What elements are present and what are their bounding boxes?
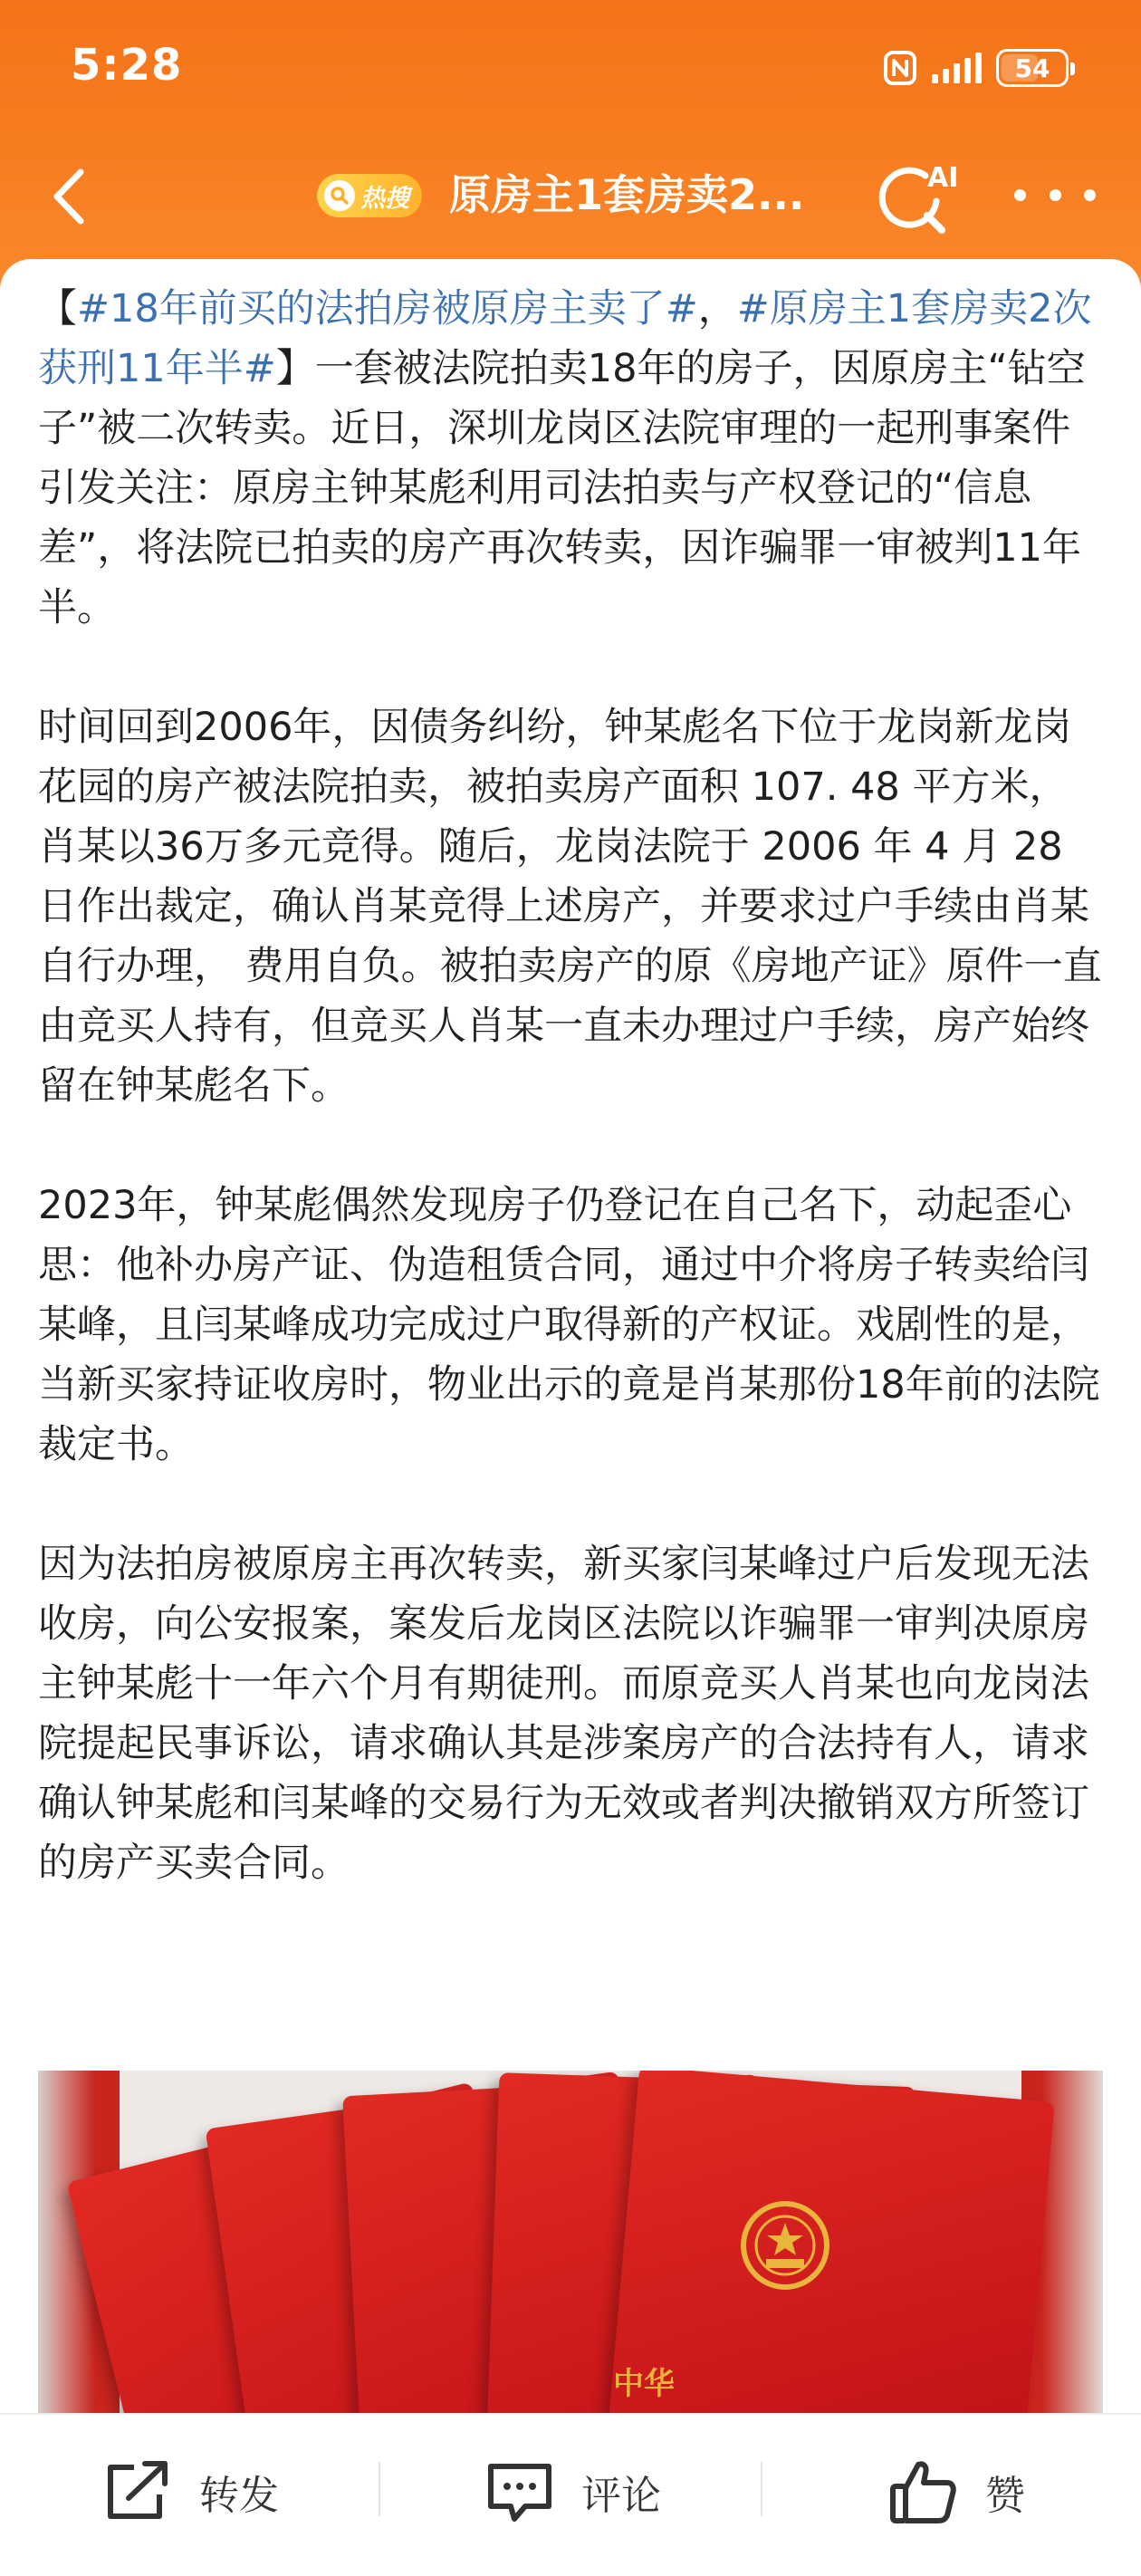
article-paragraph: 2023年，钟某彪偶然发现房子仍登记在自己名下，动起歪心思：他补办房产证、伪造租赁合同，通过中介将房子转卖给闫某峰，且闫某峰成功完成过户取得新的产权证。戏剧性的是，当新买家持证收房时，物业出示的竟是肖某那份18年前的法院裁定书。 [38,1183,1100,1467]
thumbs-up-icon [887,2457,960,2526]
hot-search-badge[interactable] [317,174,422,217]
nav-bar [0,136,1141,254]
comment-label: 评论 [581,2473,661,2519]
hot-badge-label: 热搜 [360,184,409,213]
hashtag-link[interactable]: #原房主1套房卖2次获刑11年半# [38,286,1092,391]
page-title: 原房主1套房卖2... [449,170,805,219]
divider [379,2462,380,2516]
nfc-icon [883,50,917,86]
status-bar [0,0,1141,136]
battery-icon [996,49,1069,87]
divider [761,2462,762,2516]
back-button[interactable] [36,165,100,228]
back-arrow-icon [50,168,86,225]
svg-text:AI: AI [927,162,959,194]
more-dot-icon [1084,189,1096,201]
search-icon [324,180,355,211]
ai-search-button[interactable] [871,156,962,237]
national-emblem-icon [735,2196,835,2295]
repost-button[interactable] [101,2451,279,2533]
article-paragraph: 【#18年前买的法拍房被原房主卖了#，#原房主1套房卖2次获刑11年半#】一套被法院拍卖18年的房子，因原房主“钻空子”被二次转卖。近日，深圳龙岗区法院审理的一起刑事案件引发关注：原房主钟某彪利用司法拍卖与产权登记的“信息差”，将法院已拍卖的房产再次转卖，因诈骗罪一审被判11年半。 [38,286,1092,630]
certificate-cover-text: 中华 [613,2366,675,2402]
paragraph-text: 一套被法院拍卖18年的房子，因原房主“钻空子”被二次转卖。近日，深圳龙岗区法院审理的一起刑事案件引发关注：原房主钟某彪利用司法拍卖与产权登记的“信息差”，将法院已拍卖的房产再次转卖，因诈骗罪一审被判11年半。 [38,346,1086,630]
status-time: 5:28 [71,40,183,91]
signal-icon [932,53,982,83]
more-dot-icon [1050,189,1061,201]
status-icons [883,47,1069,89]
like-label: 赞 [985,2473,1025,2519]
comment-icon [484,2459,556,2524]
bottom-action-bar [0,2413,1141,2576]
hashtag-link[interactable]: #18年前买的法拍房被原房主卖了# [77,286,698,332]
article-image[interactable] [38,2071,1103,2413]
article-body [38,279,1107,1893]
comment-button[interactable] [484,2451,661,2533]
repost-label: 转发 [199,2473,279,2519]
more-dot-icon [1014,189,1026,201]
like-button[interactable] [887,2451,1025,2533]
article-card [0,259,1141,2413]
battery-level: 54 [1014,53,1050,83]
ai-search-icon [871,156,962,237]
more-options-button[interactable] [1014,172,1096,217]
share-icon [101,2460,174,2523]
article-paragraph: 因为法拍房被原房主再次转卖，新买家闫某峰过户后发现无法收房，向公安报案，案发后龙岗区法院以诈骗罪一审判决原房主钟某彪十一年六个月有期徒刑。而原竞买人肖某也向龙岗法院提起民事诉讼，请求确认其是涉案房产的合法持有人，请求确认钟某彪和闫某峰的交易行为无效或者判决撤销双方所签订的房产买卖合同。 [38,1542,1089,1886]
article-paragraph: 时间回到2006年，因债务纠纷，钟某彪名下位于龙岗新龙岗花园的房产被法院拍卖，被拍卖房产面积 107. 48 平方米，肖某以36万多元竞得。随后，龙岗法院于 2006 年 4 月 28 日作出裁定，确认肖某竞得上述房产，并要求过户手续由肖某自行办理， 费用自负。被拍卖房产的原《房地产证》原件一直由竞买人持有，但竞买人肖某一直未办理过户手续，房产始终留在钟某彪名下。 [38,705,1102,1109]
